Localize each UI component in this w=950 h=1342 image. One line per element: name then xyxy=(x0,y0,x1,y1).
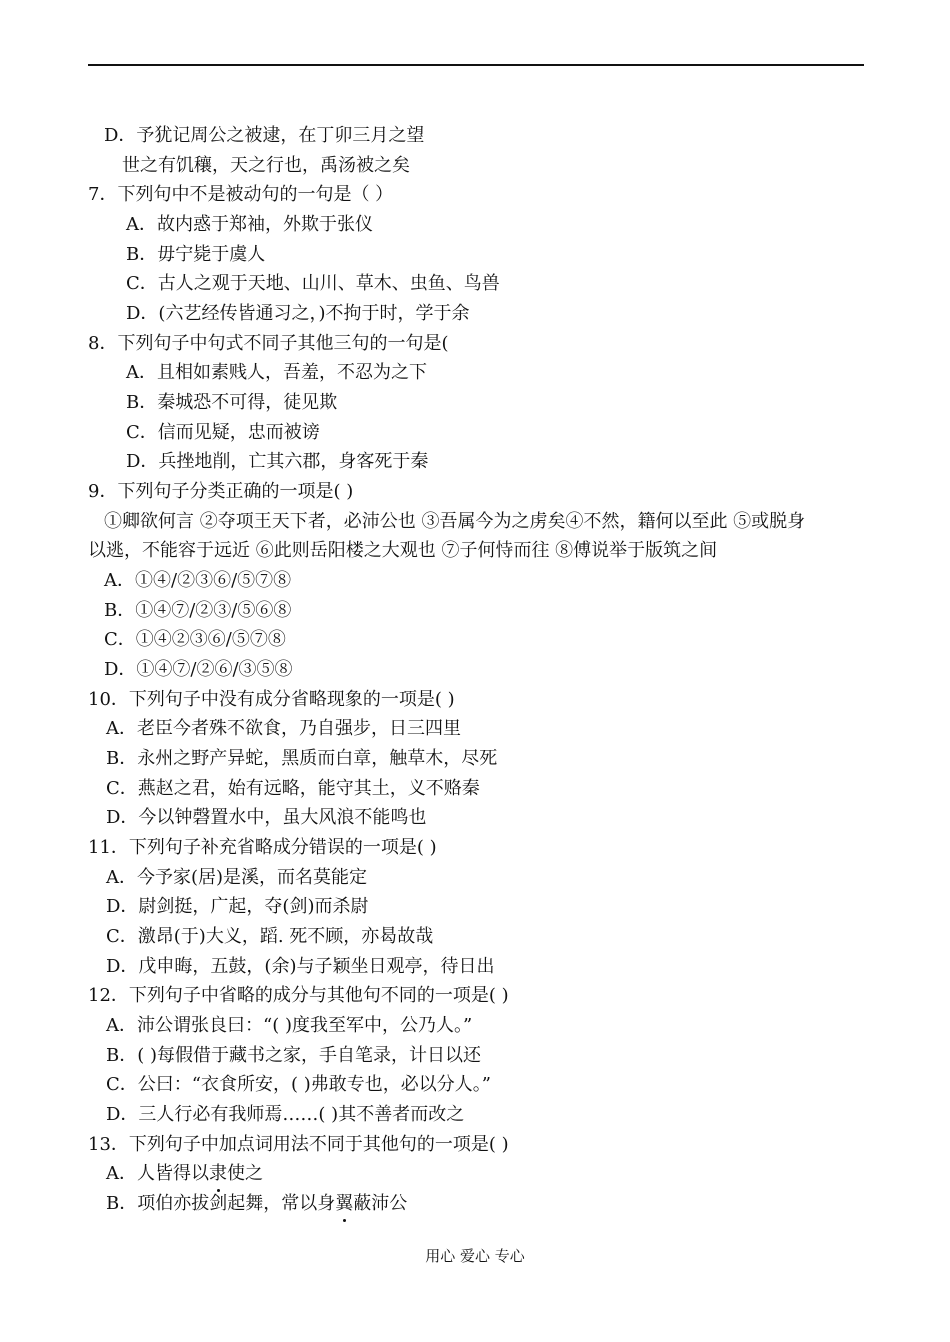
option-line: D．①④⑦/②⑥/③⑤⑧ xyxy=(104,659,293,680)
option-line: B．永州之野产异蛇，黑质而白章，触草木，尽死 xyxy=(106,748,498,769)
option-line: A．①④/②③⑥/⑤⑦⑧ xyxy=(104,570,292,591)
option-line: C．激昂(于)大义，蹈. 死不顾，亦曷故哉 xyxy=(106,926,434,947)
option-line: A．且相如素贱人，吾羞，不忍为之下 xyxy=(126,362,427,383)
question-13: 13．下列句子中加点词用法不同于其他句的一项是( ) xyxy=(88,1134,509,1155)
option-line: D．今以钟磬置水中，虽大风浪不能鸣也 xyxy=(106,807,427,828)
option-line: C．信而见疑，忠而被谤 xyxy=(126,422,320,443)
text-line: D．予犹记周公之被逮，在丁卯三月之望 xyxy=(104,125,425,146)
option-line: B．秦城恐不可得，徒见欺 xyxy=(126,392,338,413)
option-line: C．古人之观于天地、山川、草木、虫鱼、鸟兽 xyxy=(126,273,500,294)
text-line: 世之有饥穰，天之行也，禹汤被之矣 xyxy=(122,155,410,176)
option-line-q13a xyxy=(106,1162,263,1186)
option-text: 使之 xyxy=(227,1163,263,1184)
option-line: A．沛公谓张良曰：“( )度我至军中，公乃人。” xyxy=(106,1015,473,1036)
question-8: 8．下列句子中句式不同子其他三句的一句是( xyxy=(88,333,449,354)
text-line: 以逃，不能容于远近 ⑥此则岳阳楼之大观也 ⑦子何恃而往 ⑧傅说举于版筑之间 xyxy=(88,540,718,561)
option-line-q13b xyxy=(106,1192,407,1216)
option-line: D．三人行必有我师焉……( )其不善者而改之 xyxy=(106,1104,465,1125)
question-11: 11．下列句子补充省略成分错误的一项是( ) xyxy=(88,837,437,858)
option-line: A．老臣今者殊不欲食，乃自强步，日三四里 xyxy=(106,718,461,739)
option-line: D．尉剑挺，广起，夺(剑)而杀尉 xyxy=(106,896,369,917)
option-line: B．①④⑦/②③/⑤⑥⑧ xyxy=(104,600,292,621)
option-text: A．人皆得以 xyxy=(106,1163,209,1184)
option-line: C．燕赵之君，始有远略，能守其土，义不赂秦 xyxy=(106,778,480,799)
dotted-word: 隶 xyxy=(209,1163,227,1184)
option-line: D．戊申晦，五鼓，(余)与子颖坐日观亭，待日出 xyxy=(106,956,495,977)
dotted-word: 翼 xyxy=(335,1193,354,1214)
text-line: ①卿欲何言 ②夺项王天下者，必沛公也 ③吾属今为之虏矣④不然，籍何以至此 ⑤或脱身 xyxy=(104,511,806,532)
option-text: 蔽沛公 xyxy=(353,1193,408,1214)
option-line: B．毋宁毙于虞人 xyxy=(126,244,266,265)
option-line: A．故内惑于郑袖，外欺于张仪 xyxy=(126,214,373,235)
question-12: 12．下列句子中省略的成分与其他句不同的一项是( ) xyxy=(88,985,509,1006)
question-10: 10．下列句子中没有成分省略现象的一项是( ) xyxy=(88,689,455,710)
option-line: C．①④②③⑥/⑤⑦⑧ xyxy=(104,629,286,650)
page-footer: 用心 爱心 专心 xyxy=(425,1247,525,1265)
question-9: 9．下列句子分类正确的一项是( ) xyxy=(88,481,354,502)
question-7: 7．下列句中不是被动句的一句是（ ） xyxy=(88,184,394,205)
header-rule xyxy=(88,64,864,66)
option-line: C．公曰：“衣食所安，( )弗敢专也，必以分人。” xyxy=(106,1074,491,1095)
option-text: B．项伯亦拔剑起舞，常以身 xyxy=(106,1193,336,1214)
option-line: B．( )每假借于藏书之家，手自笔录，计日以还 xyxy=(106,1045,481,1066)
option-line: D．兵挫地削，亡其六郡，身客死于秦 xyxy=(126,451,429,472)
option-line: A．今予家(居)是溪，而名莫能定 xyxy=(106,867,368,888)
option-line: D．(六艺经传皆通习之，)不拘于时，学于余 xyxy=(126,303,470,324)
